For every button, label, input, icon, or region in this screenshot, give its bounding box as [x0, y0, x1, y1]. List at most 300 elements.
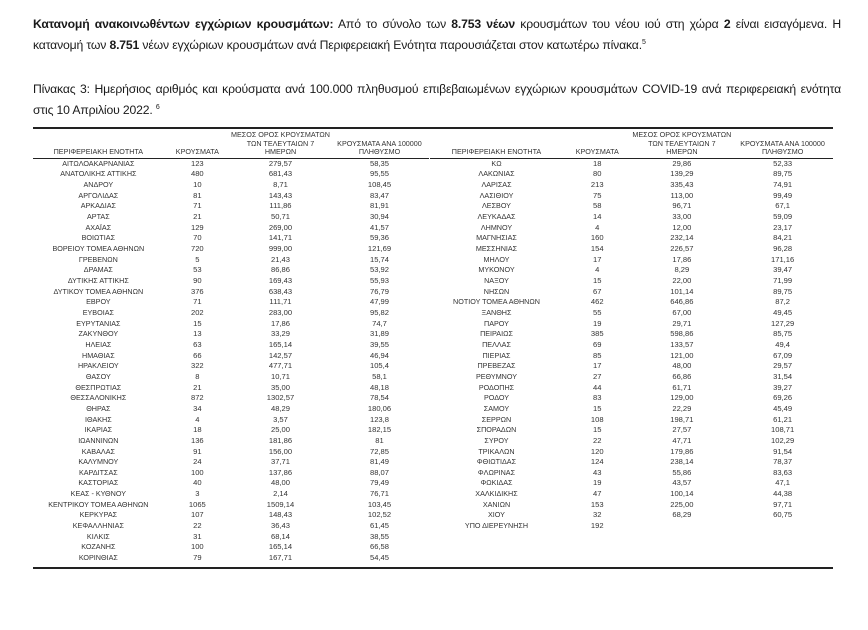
cell-avg7: 165,14: [268, 542, 293, 552]
cell-cases: 4: [195, 414, 200, 424]
cell-avg7: 67,00: [672, 307, 692, 317]
table-row: [430, 383, 833, 394]
cell-cases: 1065: [188, 499, 206, 509]
table-row: [33, 553, 429, 564]
cell-per100k: 85,75: [773, 329, 793, 339]
cell-avg7: 36,43: [270, 521, 290, 531]
table-row: [430, 201, 833, 212]
cell-region: ΘΗΡΑΣ: [86, 403, 111, 413]
cell-per100k: 39,55: [369, 339, 389, 349]
cell-avg7: 21,43: [270, 254, 290, 264]
cell-cases: 21: [193, 212, 202, 222]
cell-cases: 17: [593, 361, 602, 371]
cell-region: ΜΑΓΝΗΣΙΑΣ: [476, 233, 517, 243]
cell-cases: 81: [193, 190, 202, 200]
table-row: [33, 308, 429, 319]
cell-avg7: 198,71: [670, 414, 694, 424]
cell-cases: 67: [593, 286, 602, 296]
table-row: [430, 489, 833, 500]
cell-avg7: 96,71: [672, 201, 692, 211]
cell-avg7: 27,57: [672, 425, 692, 435]
cell-region: ΝΑΞΟΥ: [484, 276, 509, 285]
cell-cases: 18: [193, 425, 202, 435]
cell-cases: 19: [593, 478, 602, 488]
cell-cases: 69: [593, 339, 602, 349]
cell-region: ΚΕΡΚΥΡΑΣ: [79, 510, 118, 520]
cell-per100k: 45,49: [773, 403, 793, 413]
cell-per100k: 58,1: [372, 371, 387, 381]
cell-region: ΙΩΑΝΝΙΝΩΝ: [78, 435, 119, 445]
header-avg7: ΜΕΣΟΣ ΟΡΟΣ ΚΡΟΥΣΜΑΤΩΝ ΤΩΝ ΤΕΛΕΥΤΑΙΩΝ 7 ΗΜΕΡΩΝ: [631, 131, 732, 158]
table-bottom-rule: [33, 567, 833, 569]
intro-text: είναι εισαγόμενα. Η κατανομή των: [33, 17, 841, 52]
cell-cases: 100: [190, 467, 204, 477]
cell-cases: 8: [195, 371, 200, 381]
cell-cases: 90: [193, 276, 202, 285]
cell-cases: 15: [593, 425, 602, 435]
imported-cases: 2: [723, 17, 731, 31]
table-row: [33, 393, 429, 404]
cell-avg7: 48,00: [672, 361, 692, 371]
cell-cases: 10: [193, 180, 202, 190]
table-row: [430, 361, 833, 372]
cell-per100k: 81: [375, 435, 384, 445]
cell-region: ΑΝΔΡΟΥ: [83, 180, 114, 190]
cell-cases: 70: [193, 233, 202, 243]
table-row: [430, 255, 833, 266]
table-row: [33, 457, 429, 468]
caption-text: Πίνακας 3: Ημερήσιος αριθμός και κρούσματα ανά 100.000 πληθυσμού επιβεβαιωμένων εγχώριων κρουσμάτων COVID-19 ανά περιφερειακή ενότητα στις 10 Απριλίου 2022.: [33, 82, 841, 117]
cell-cases: 43: [593, 467, 602, 477]
cell-region: ΑΧΑΪΑΣ: [85, 222, 112, 232]
table-top-rule: [33, 127, 833, 129]
cell-region: ΑΡΚΑΔΙΑΣ: [80, 201, 116, 211]
cell-per100k: 29,57: [773, 361, 793, 371]
cell-region: ΛΑΚΩΝΙΑΣ: [478, 169, 515, 179]
total-new-cases: 8.753 νέων: [451, 17, 516, 31]
table-row: [33, 425, 429, 436]
cell-region: ΑΡΓΟΛΙΔΑΣ: [78, 190, 119, 200]
cell-cases: 31: [193, 531, 202, 541]
cell-cases: 85: [593, 350, 602, 360]
table-row: [33, 510, 429, 521]
cell-per100k: 69,26: [773, 393, 793, 403]
table-row: [430, 478, 833, 489]
cell-per100k: 102,29: [771, 435, 795, 445]
table-row: [33, 255, 429, 266]
cell-per100k: 108,45: [367, 180, 392, 190]
cell-avg7: 232,14: [670, 233, 694, 243]
cell-avg7: 25,00: [270, 425, 290, 435]
cell-region: ΦΛΩΡΙΝΑΣ: [477, 467, 516, 477]
table-row: [430, 468, 833, 479]
table-row: [33, 169, 429, 180]
cell-cases: 213: [590, 180, 604, 190]
table-row: [33, 158, 429, 169]
cell-per100k: 76,79: [369, 286, 389, 296]
cell-cases: 58: [593, 201, 602, 211]
cell-per100k: 52,33: [773, 158, 793, 168]
cell-per100k: 83,63: [773, 467, 793, 477]
cell-per100k: 59,36: [369, 233, 389, 243]
cell-cases: 22: [193, 521, 202, 531]
cell-region: ΜΕΣΣΗΝΙΑΣ: [475, 244, 518, 254]
cell-region: ΜΗΛΟΥ: [483, 254, 510, 264]
cell-avg7: 22,29: [672, 403, 692, 413]
cell-per100k: 74,91: [773, 180, 793, 190]
cell-avg7: 111,71: [269, 297, 292, 307]
cell-avg7: 8,29: [674, 265, 690, 275]
cell-cases: 5: [195, 254, 200, 264]
table-row: [33, 265, 429, 276]
cell-cases: 47: [593, 489, 602, 499]
cell-per100k: 121,69: [367, 244, 392, 254]
cell-region: ΣΥΡΟΥ: [484, 435, 509, 445]
cell-avg7: 181,86: [268, 435, 293, 445]
table-row: [430, 393, 833, 404]
cell-region: ΠΑΡΟΥ: [484, 318, 509, 328]
cell-per100k: 182,15: [367, 425, 392, 435]
cell-region: ΚΑΒΑΛΑΣ: [81, 446, 115, 456]
table-row: [33, 361, 429, 372]
intro-paragraph: [33, 14, 841, 56]
cell-cases: 108: [590, 414, 604, 424]
cell-cases: 13: [193, 329, 202, 339]
cell-cases: 75: [593, 190, 602, 200]
cell-region: ΝΟΤΙΟΥ ΤΟΜΕΑ ΑΘΗΝΩΝ: [453, 297, 540, 307]
cell-avg7: 121,00: [670, 350, 694, 360]
cell-per100k: 79,49: [369, 478, 389, 488]
cell-region: ΚΟΖΑΝΗΣ: [81, 542, 116, 552]
cell-per100k: 30,94: [369, 212, 389, 222]
cell-cases: 34: [193, 403, 202, 413]
cell-per100k: 31,89: [369, 329, 389, 339]
cell-cases: 15: [593, 276, 602, 285]
cell-avg7: 238,14: [670, 457, 694, 467]
cell-cases: 79: [193, 553, 202, 563]
cell-avg7: 29,86: [672, 158, 692, 168]
cell-avg7: 137,86: [268, 467, 293, 477]
cell-per100k: 88,07: [369, 467, 389, 477]
cell-avg7: 17,86: [672, 254, 692, 264]
cell-avg7: 12,00: [672, 222, 692, 232]
cell-region: ΘΕΣΠΡΩΤΙΑΣ: [75, 382, 122, 392]
cell-per100k: 78,37: [773, 457, 793, 467]
cell-avg7: 100,14: [670, 489, 694, 499]
cell-per100k: 48,18: [369, 382, 389, 392]
table-body-left: [33, 158, 429, 563]
table-row: [430, 180, 833, 191]
cell-per100k: 108,71: [771, 425, 795, 435]
cell-avg7: 142,57: [268, 350, 293, 360]
cell-region: ΗΜΑΘΙΑΣ: [82, 350, 115, 360]
cell-per100k: 103,45: [367, 499, 392, 509]
cell-avg7: 477,71: [268, 361, 293, 371]
header-per100k: ΚΡΟΥΣΜΑΤΑ ΑΝΑ 100000 ΠΛΗΘΥΣΜΟ: [732, 131, 833, 158]
cell-region: ΛΕΣΒΟΥ: [481, 201, 511, 211]
table-row: [430, 287, 833, 298]
cell-region: ΙΚΑΡΙΑΣ: [84, 425, 113, 435]
table-row: [33, 244, 429, 255]
cell-cases: 21: [193, 382, 202, 392]
table-row: [33, 212, 429, 223]
cell-cases: 15: [193, 318, 202, 328]
table-row: [430, 297, 833, 308]
cell-cases: 32: [593, 510, 602, 520]
cell-cases: 129: [190, 222, 204, 232]
cell-cases: 71: [193, 201, 202, 211]
table-row: [430, 500, 833, 511]
cell-cases: 15: [593, 403, 602, 413]
table-row: [33, 478, 429, 489]
cell-region: ΣΕΡΡΩΝ: [481, 414, 512, 424]
cell-cases: 14: [593, 212, 602, 222]
cell-region: ΖΑΚΥΝΘΟΥ: [78, 329, 119, 339]
cell-cases: 71: [193, 297, 202, 307]
cell-cases: 80: [593, 169, 602, 179]
table-row: [430, 436, 833, 447]
header-avg7: ΜΕΣΟΣ ΟΡΟΣ ΚΡΟΥΣΜΑΤΩΝ ΤΩΝ ΤΕΛΕΥΤΑΙΩΝ 7 ΗΜΕΡΩΝ: [231, 131, 330, 158]
cell-region: ΧΑΝΙΩΝ: [482, 499, 511, 509]
cell-avg7: 113,00: [670, 190, 694, 200]
cell-per100k: 39,47: [773, 265, 793, 275]
cell-cases: 107: [190, 510, 204, 520]
table-row: [430, 212, 833, 223]
cell-per100k: 96,28: [773, 244, 793, 254]
cell-region: ΚΩ: [491, 158, 502, 168]
cell-region: ΓΡΕΒΕΝΩΝ: [78, 254, 118, 264]
cell-region: ΗΡΑΚΛΕΙΟΥ: [77, 361, 119, 371]
cell-avg7: 133,57: [670, 339, 694, 349]
table-row: [430, 319, 833, 330]
cell-region: ΘΕΣΣΑΛΟΝΙΚΗΣ: [70, 393, 127, 403]
cell-cases: 124: [590, 457, 604, 467]
cell-avg7: [631, 521, 732, 532]
header-cases: ΚΡΟΥΣΜΑΤΑ: [563, 131, 632, 158]
intro-text: κρουσμάτων του νέου ιού στη χώρα: [515, 17, 724, 31]
table-row: [430, 233, 833, 244]
cell-region: ΕΥΡΥΤΑΝΙΑΣ: [76, 318, 121, 328]
cell-avg7: 156,00: [268, 446, 293, 456]
cell-cases: 123: [190, 158, 204, 168]
table-row: [33, 191, 429, 202]
table-row: [430, 510, 833, 521]
cell-cases: 83: [593, 393, 602, 403]
cell-cases: 3: [195, 489, 200, 499]
cell-per100k: 61,21: [773, 414, 793, 424]
table-row: [33, 233, 429, 244]
cell-region: ΑΡΤΑΣ: [86, 212, 110, 222]
cell-per100k: 83,47: [369, 190, 389, 200]
cell-cases: 91: [193, 446, 202, 456]
table-row: [430, 425, 833, 436]
table-row: [430, 308, 833, 319]
cell-region: ΙΘΑΚΗΣ: [84, 414, 112, 424]
table-row: [430, 521, 833, 532]
cell-region: ΑΝΑΤΟΛΙΚΗΣ ΑΤΤΙΚΗΣ: [60, 169, 137, 179]
cell-avg7: 101,14: [670, 286, 694, 296]
cell-region: ΝΗΣΩΝ: [483, 286, 510, 296]
cell-avg7: 1509,14: [266, 499, 295, 509]
cell-region: ΛΑΡΙΣΑΣ: [481, 180, 512, 190]
cell-per100k: 84,21: [773, 233, 793, 243]
cell-region: ΕΒΡΟΥ: [86, 297, 111, 307]
cell-avg7: 61,71: [672, 382, 692, 392]
cell-avg7: 598,86: [670, 329, 694, 339]
table-row: [33, 532, 429, 543]
cell-per100k: 99,49: [773, 190, 793, 200]
cell-region: ΥΠΟ ΔΙΕΡΕΥΝΗΣΗ: [464, 521, 529, 531]
cell-per100k: 76,71: [369, 489, 389, 499]
cell-avg7: 139,29: [670, 169, 694, 179]
cell-per100k: 89,75: [773, 169, 793, 179]
cell-per100k: 23,17: [773, 222, 793, 232]
cell-per100k: 180,06: [367, 403, 392, 413]
cell-region: ΡΕΘΥΜΝΟΥ: [475, 371, 518, 381]
cell-avg7: 335,43: [670, 180, 694, 190]
table-row: [430, 447, 833, 458]
table-row: [430, 223, 833, 234]
cell-region: ΤΡΙΚΑΛΩΝ: [478, 446, 515, 456]
table-row: [33, 329, 429, 340]
cell-region: ΔΡΑΜΑΣ: [83, 265, 113, 275]
cell-cases: 136: [190, 435, 204, 445]
cell-per100k: 127,29: [771, 318, 795, 328]
footnote-ref: 5: [641, 39, 646, 46]
cell-per100k: 15,74: [369, 254, 389, 264]
cell-cases: 27: [593, 371, 602, 381]
table-row: [430, 340, 833, 351]
cell-per100k: 97,71: [773, 499, 793, 509]
cell-avg7: 68,14: [270, 531, 290, 541]
cell-avg7: 167,71: [268, 553, 293, 563]
cell-per100k: 74,7: [372, 318, 387, 328]
cell-per100k: 53,92: [369, 265, 389, 275]
cell-per100k: 61,45: [369, 521, 389, 531]
cell-cases: 22: [593, 435, 602, 445]
cell-per100k: 89,75: [773, 286, 793, 296]
cell-cases: 872: [190, 393, 204, 403]
table-row: [430, 415, 833, 426]
cell-region: ΣΠΟΡΑΔΩΝ: [476, 425, 517, 435]
cell-region: ΚΕΦΑΛΛΗΝΙΑΣ: [72, 521, 124, 531]
cell-per100k: 54,45: [369, 553, 389, 563]
header-region: ΠΕΡΙΦΕΡΕΙΑΚΗ ΕΝΟΤΗΤΑ: [33, 131, 164, 158]
table-caption: [33, 79, 841, 121]
cell-cases: 322: [190, 361, 204, 371]
cell-cases: 480: [190, 169, 204, 179]
cell-avg7: 179,86: [670, 446, 694, 456]
cell-region: ΚΑΡΔΙΤΣΑΣ: [78, 467, 118, 477]
cell-per100k: 66,58: [369, 542, 389, 552]
cell-per100k: 49,45: [773, 307, 793, 317]
cell-region: ΦΩΚΙΔΑΣ: [480, 478, 513, 488]
table-row: [33, 180, 429, 191]
cell-cases: 44: [593, 382, 602, 392]
table-row: [33, 489, 429, 500]
header-per100k: ΚΡΟΥΣΜΑΤΑ ΑΝΑ 100000 ΠΛΗΘΥΣΜΟ: [330, 131, 429, 158]
cell-region: ΡΟΔΟΠΗΣ: [478, 382, 515, 392]
cell-avg7: 48,29: [270, 403, 290, 413]
regions-table-right: [430, 131, 833, 532]
header-cases: ΚΡΟΥΣΜΑΤΑ: [164, 131, 231, 158]
cell-per100k: 38,55: [369, 531, 389, 541]
table-body-right: [430, 158, 833, 531]
table-row: [33, 468, 429, 479]
cell-cases: 66: [193, 350, 202, 360]
cell-region: ΛΗΜΝΟΥ: [480, 222, 513, 232]
cell-per100k: 67,1: [775, 201, 790, 211]
cell-region: ΑΙΤΩΛΟΑΚΑΡΝΑΝΙΑΣ: [62, 158, 135, 168]
cell-per100k: 78,54: [369, 393, 389, 403]
cell-region: ΜΥΚΟΝΟΥ: [478, 265, 515, 275]
cell-per100k: 67,09: [773, 350, 793, 360]
cell-avg7: 143,43: [268, 190, 293, 200]
cell-region: ΚΕΝΤΡΙΚΟΥ ΤΟΜΕΑ ΑΘΗΝΩΝ: [48, 499, 149, 509]
cell-region: ΦΘΙΩΤΙΔΑΣ: [476, 457, 517, 467]
cell-per100k: 171,16: [771, 254, 795, 264]
table-row: [430, 351, 833, 362]
intro-text: νέων εγχώριων κρουσμάτων ανά Περιφερειακή Ενότητα παρουσιάζεται στον κατωτέρω πίνακα.: [139, 38, 642, 52]
cell-cases: 18: [593, 158, 602, 168]
table-row: [33, 521, 429, 532]
table-row: [33, 404, 429, 415]
cell-avg7: 43,57: [672, 478, 692, 488]
table-row: [33, 201, 429, 212]
intro-heading: Κατανομή ανακοινωθέντων εγχώριων κρουσμάτων:: [33, 17, 334, 31]
cell-region: ΧΙΟΥ: [488, 510, 505, 520]
table-row: [430, 244, 833, 255]
cell-avg7: 226,57: [670, 244, 694, 254]
cell-per100k: 41,57: [369, 222, 389, 232]
cell-per100k: 46,94: [369, 350, 389, 360]
cell-avg7: 681,43: [268, 169, 293, 179]
cell-per100k: 105,4: [369, 361, 389, 371]
cell-region: ΧΑΛΚΙΔΙΚΗΣ: [475, 489, 518, 499]
cell-region: ΞΑΝΘΗΣ: [481, 307, 512, 317]
cell-avg7: 29,71: [672, 318, 692, 328]
cell-avg7: 129,00: [670, 393, 694, 403]
cell-cases: 192: [590, 521, 604, 531]
cell-cases: 153: [590, 499, 604, 509]
cell-per100k: 71,99: [773, 276, 793, 285]
cell-per100k: 102,52: [367, 510, 392, 520]
cell-per100k: 81,91: [369, 201, 389, 211]
cell-region: ΠΡΕΒΕΖΑΣ: [477, 361, 516, 371]
cell-region: ΚΑΛΥΜΝΟΥ: [78, 457, 119, 467]
table-row: [430, 158, 833, 169]
footnote-ref: 6: [155, 104, 160, 111]
cell-cases: 63: [193, 339, 202, 349]
table-row: [430, 265, 833, 276]
table-row: [33, 500, 429, 511]
cell-per100k: 49,4: [775, 339, 790, 349]
table-row: [33, 287, 429, 298]
cell-region: ΚΑΣΤΟΡΙΑΣ: [78, 478, 119, 488]
cell-cases: 100: [190, 542, 204, 552]
cell-per100k: 44,38: [773, 489, 793, 499]
table-row: [430, 276, 833, 287]
table-row: [33, 351, 429, 362]
cell-cases: 53: [193, 265, 202, 275]
cell-cases: 720: [190, 244, 204, 254]
cell-cases: 40: [193, 478, 202, 488]
table-row: [430, 457, 833, 468]
cell-cases: 120: [590, 446, 604, 456]
table-row: [430, 329, 833, 340]
cell-cases: 385: [590, 329, 604, 339]
cell-per100k: 47,1: [775, 478, 790, 488]
